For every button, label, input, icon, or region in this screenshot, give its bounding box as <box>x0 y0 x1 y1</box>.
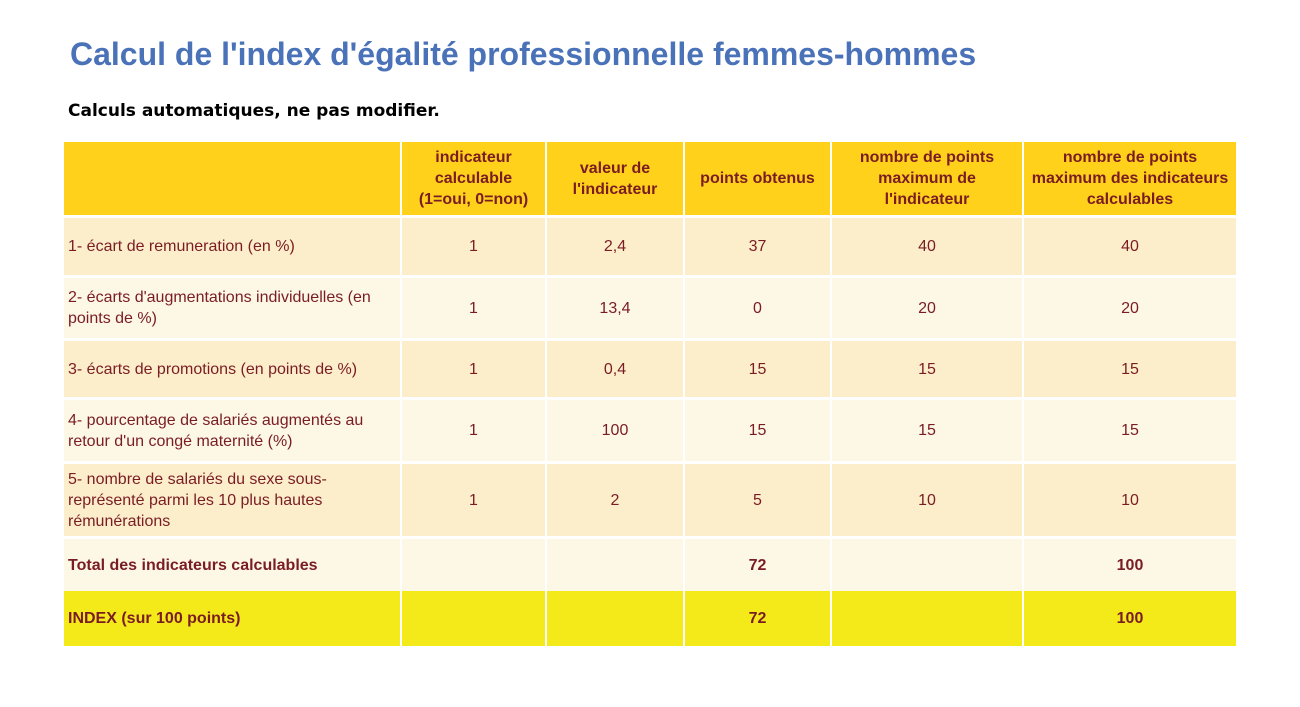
row-1-max-calculables: 40 <box>1024 215 1236 275</box>
total-label: Total des indicateurs calculables <box>64 536 400 591</box>
row-5-valeur: 2 <box>547 461 683 536</box>
row-3-calculable: 1 <box>402 338 545 397</box>
header-cell-max-calculables: nombre de points maximum des indicateurs calculables <box>1024 142 1236 215</box>
total-valeur-empty <box>547 536 683 591</box>
total-calculable-empty <box>402 536 545 591</box>
index-max-calculables: 100 <box>1024 591 1236 646</box>
row-1-max-indicateur: 40 <box>832 215 1022 275</box>
row-4-calculable: 1 <box>402 397 545 461</box>
row-4-max-calculables: 15 <box>1024 397 1236 461</box>
row-5-label: 5- nombre de salariés du sexe sous-représenté parmi les 10 plus hautes rémunérations <box>64 461 400 536</box>
header-cell-calculable: indicateur calculable (1=oui, 0=non) <box>402 142 545 215</box>
row-3-points: 15 <box>685 338 830 397</box>
row-5-points: 5 <box>685 461 830 536</box>
header-cell-points: points obtenus <box>685 142 830 215</box>
row-3-max-calculables: 15 <box>1024 338 1236 397</box>
index-table <box>64 142 1232 646</box>
row-3-max-indicateur: 15 <box>832 338 1022 397</box>
row-3-valeur: 0,4 <box>547 338 683 397</box>
row-1-calculable: 1 <box>402 215 545 275</box>
row-1-label: 1- écart de remuneration (en %) <box>64 215 400 275</box>
row-5-max-indicateur: 10 <box>832 461 1022 536</box>
row-4-valeur: 100 <box>547 397 683 461</box>
row-3-label: 3- écarts de promotions (en points de %) <box>64 338 400 397</box>
row-1-points: 37 <box>685 215 830 275</box>
header-cell-label <box>64 142 400 215</box>
row-2-points: 0 <box>685 275 830 338</box>
row-2-max-indicateur: 20 <box>832 275 1022 338</box>
row-5-max-calculables: 10 <box>1024 461 1236 536</box>
row-2-calculable: 1 <box>402 275 545 338</box>
index-max-indicateur-empty <box>832 591 1022 646</box>
total-max-indicateur-empty <box>832 536 1022 591</box>
row-1-valeur: 2,4 <box>547 215 683 275</box>
page-title: Calcul de l'index d'égalité professionnelle femmes-hommes <box>70 36 977 72</box>
index-points: 72 <box>685 591 830 646</box>
row-2-max-calculables: 20 <box>1024 275 1236 338</box>
index-calculable-empty <box>402 591 545 646</box>
row-4-points: 15 <box>685 397 830 461</box>
header-cell-max-indicateur: nombre de points maximum de l'indicateur <box>832 142 1022 215</box>
row-4-max-indicateur: 15 <box>832 397 1022 461</box>
row-5-calculable: 1 <box>402 461 545 536</box>
row-2-label: 2- écarts d'augmentations individuelles (en points de %) <box>64 275 400 338</box>
index-valeur-empty <box>547 591 683 646</box>
row-2-valeur: 13,4 <box>547 275 683 338</box>
total-points: 72 <box>685 536 830 591</box>
header-cell-valeur: valeur de l'indicateur <box>547 142 683 215</box>
index-label: INDEX (sur 100 points) <box>64 591 400 646</box>
page-subtitle: Calculs automatiques, ne pas modifier. <box>68 101 440 121</box>
row-4-label: 4- pourcentage de salariés augmentés au retour d'un congé maternité (%) <box>64 397 400 461</box>
total-max-calculables: 100 <box>1024 536 1236 591</box>
